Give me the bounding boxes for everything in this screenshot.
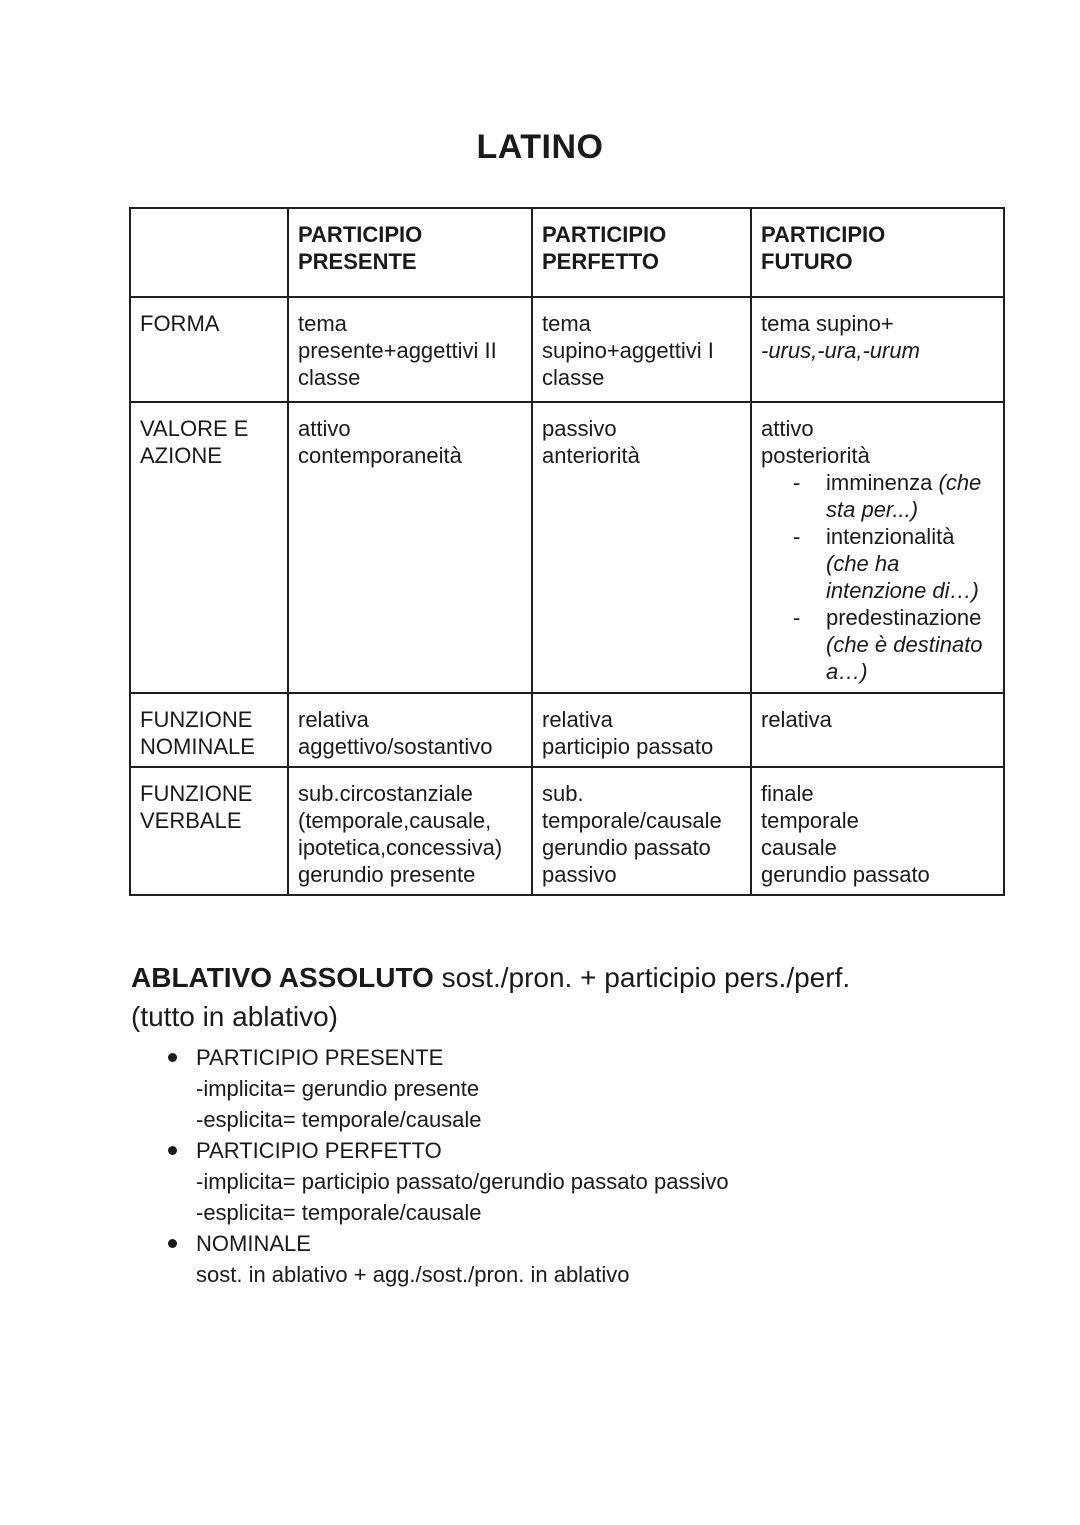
row-label-funzione-verbale: FUNZIONE VERBALE — [130, 767, 288, 895]
header-empty-cell — [130, 208, 288, 297]
cell-forma-futuro: tema supino+ -urus,-ura,-urum — [751, 297, 1004, 402]
list-item: PARTICIPIO PRESENTE -implicita= gerundio presente -esplicita= temporale/causale — [131, 1042, 1031, 1135]
header-participio-presente: PARTICIPIO PRESENTE — [288, 208, 532, 297]
header-participio-perfetto: PARTICIPIO PERFETTO — [532, 208, 751, 297]
futuro-values-list — [761, 469, 995, 685]
participle-table — [129, 207, 1005, 896]
row-label-forma: FORMA — [130, 297, 288, 402]
table-row-valore — [130, 402, 1004, 693]
list-item: NOMINALE sost. in ablativo + agg./sost./pron. in ablativo — [131, 1228, 1031, 1290]
cell-valore-presente: attivo contemporaneità — [288, 402, 532, 693]
row-label-funzione-nominale: FUNZIONE NOMINALE — [130, 693, 288, 767]
list-item: - predestinazione (che è destinato a…) — [793, 604, 995, 685]
cell-valore-perfetto: passivo anteriorità — [532, 402, 751, 693]
cell-verbale-presente: sub.circostanziale (temporale,causale, ipotetica,concessiva) gerundio presente — [288, 767, 532, 895]
page-title: LATINO — [476, 128, 604, 166]
row-label-valore: VALORE E AZIONE — [130, 402, 288, 693]
table-header-row — [130, 208, 1004, 297]
cell-nominale-presente: relativa aggettivo/sostantivo — [288, 693, 532, 767]
ablativo-bullet-list — [131, 1042, 1031, 1290]
header-participio-futuro: PARTICIPIO FUTURO — [751, 208, 1004, 297]
ablativo-heading-bold: ABLATIVO ASSOLUTO — [131, 962, 434, 993]
table-row-funzione-nominale — [130, 693, 1004, 767]
cell-verbale-futuro: finale temporale causale gerundio passato — [751, 767, 1004, 895]
list-item: - intenzionalità (che ha intenzione di…) — [793, 523, 995, 604]
ablativo-assoluto-section — [131, 958, 1031, 1290]
cell-nominale-perfetto: relativa participio passato — [532, 693, 751, 767]
ablativo-heading-line2: (tutto in ablativo) — [131, 1001, 338, 1032]
table-row-forma — [130, 297, 1004, 402]
table-row-funzione-verbale — [130, 767, 1004, 895]
cell-valore-futuro: attivo posteriorità - imminenza (che sta per...) - intenzionalità (che ha intenzione di…) - predestinazione (che è destinato a…) — [751, 402, 1004, 693]
cell-forma-perfetto: tema supino+aggettivi I classe — [532, 297, 751, 402]
cell-forma-presente: tema presente+aggettivi II classe — [288, 297, 532, 402]
cell-verbale-perfetto: sub. temporale/causale gerundio passato passivo — [532, 767, 751, 895]
ablativo-heading — [131, 958, 1031, 997]
cell-nominale-futuro: relativa — [751, 693, 1004, 767]
list-item: - imminenza (che sta per...) — [793, 469, 995, 523]
list-item: PARTICIPIO PERFETTO -implicita= participio passato/gerundio passato passivo -esplicita= temporale/causale — [131, 1135, 1031, 1228]
ablativo-heading-rest: sost./pron. + participio pers./perf. — [433, 962, 851, 993]
